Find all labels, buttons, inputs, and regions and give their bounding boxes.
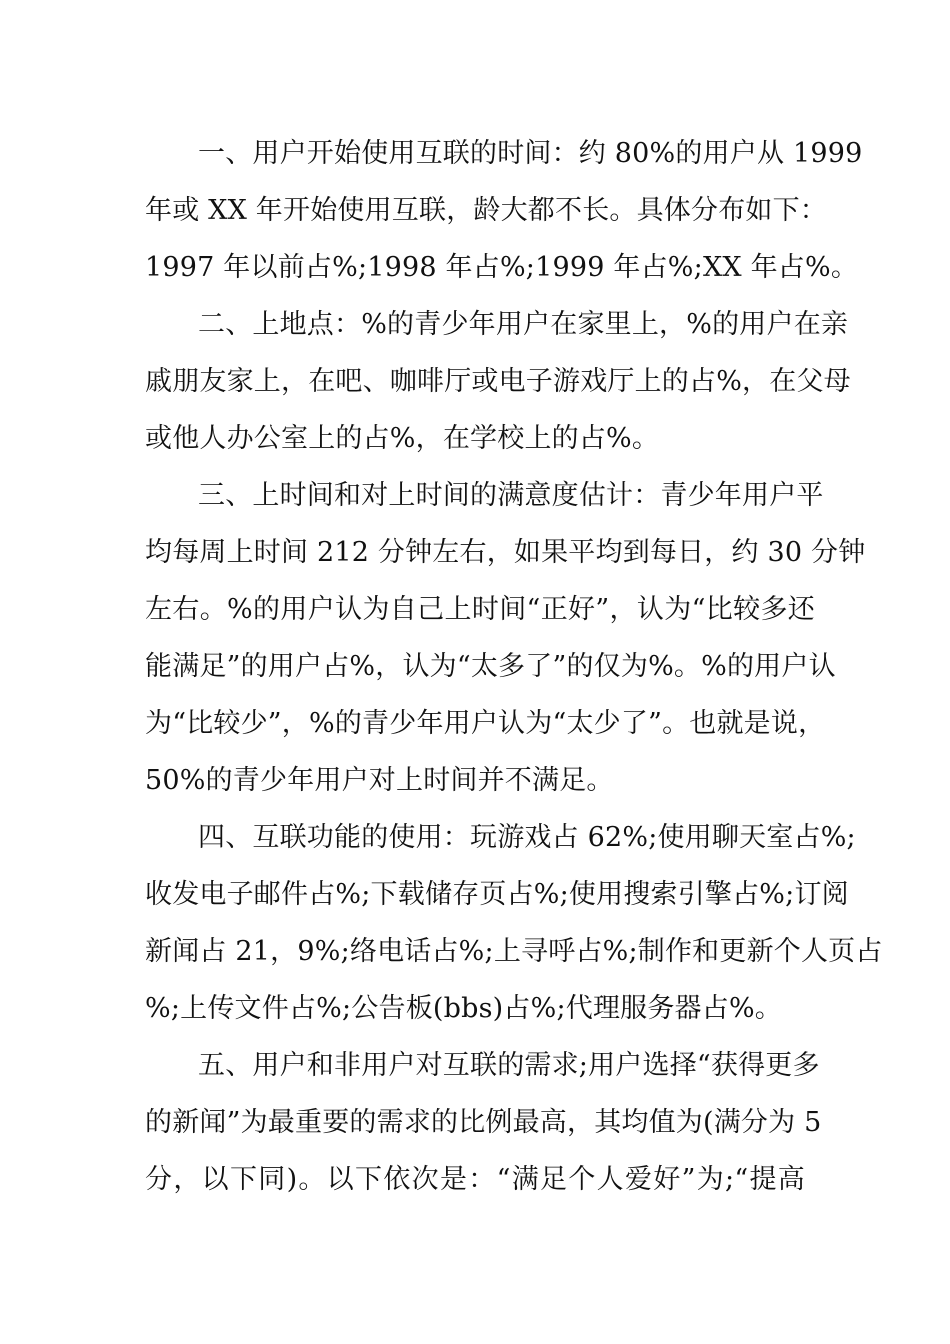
paragraph-3-line-1: 三、上时间和对上时间的满意度估计：青少年用户平: [198, 480, 824, 511]
paragraph-5-line-3: 分，以下同)。以下依次是：“满足个人爱好”为;“提高: [145, 1164, 805, 1195]
paragraph-3-line-6: 50%的青少年用户对上时间并不满足。: [145, 765, 614, 796]
paragraph-2-line-2: 戚朋友家上，在吧、咖啡厅或电子游戏厅上的占%，在父母: [145, 366, 851, 397]
paragraph-3-line-5: 为“比较少”，%的青少年用户认为“太少了”。也就是说，: [145, 708, 826, 739]
paragraph-4-line-4: %;上传文件占%;公告板(bbs)占%;代理服务器占%。: [145, 993, 783, 1024]
paragraph-1-line-3: 1997 年以前占%;1998 年占%;1999 年占%;XX 年占%。: [145, 252, 859, 283]
paragraph-5-line-2: 的新闻”为最重要的需求的比例最高，其均值为(满分为 5: [145, 1107, 822, 1138]
paragraph-1-line-2: 年或 XX 年开始使用互联，龄大都不长。具体分布如下：: [145, 195, 828, 226]
paragraph-4-line-1: 四、互联功能的使用：玩游戏占 62%;使用聊天室占%;: [198, 822, 856, 853]
paragraph-4-line-3: 新闻占 21，9%;络电话占%;上寻呼占%;制作和更新个人页占: [145, 936, 883, 967]
paragraph-3-line-2: 均每周上时间 212 分钟左右，如果平均到每日，约 30 分钟: [145, 537, 866, 568]
paragraph-3-line-3: 左右。%的用户认为自己上时间“正好”，认为“比较多还: [145, 594, 815, 625]
paragraph-1-line-1: 一、用户开始使用互联的时间：约 80%的用户从 1999: [198, 138, 863, 169]
paragraph-2-line-3: 或他人办公室上的占%，在学校上的占%。: [145, 423, 660, 454]
paragraph-5-line-1: 五、用户和非用户对互联的需求;用户选择“获得更多: [198, 1050, 820, 1081]
paragraph-4-line-2: 收发电子邮件占%;下载储存页占%;使用搜索引擎占%;订阅: [145, 879, 849, 910]
paragraph-3-line-4: 能满足”的用户占%，认为“太多了”的仅为%。%的用户认: [145, 651, 836, 682]
paragraph-2-line-1: 二、上地点：%的青少年用户在家里上，%的用户在亲: [198, 309, 849, 340]
